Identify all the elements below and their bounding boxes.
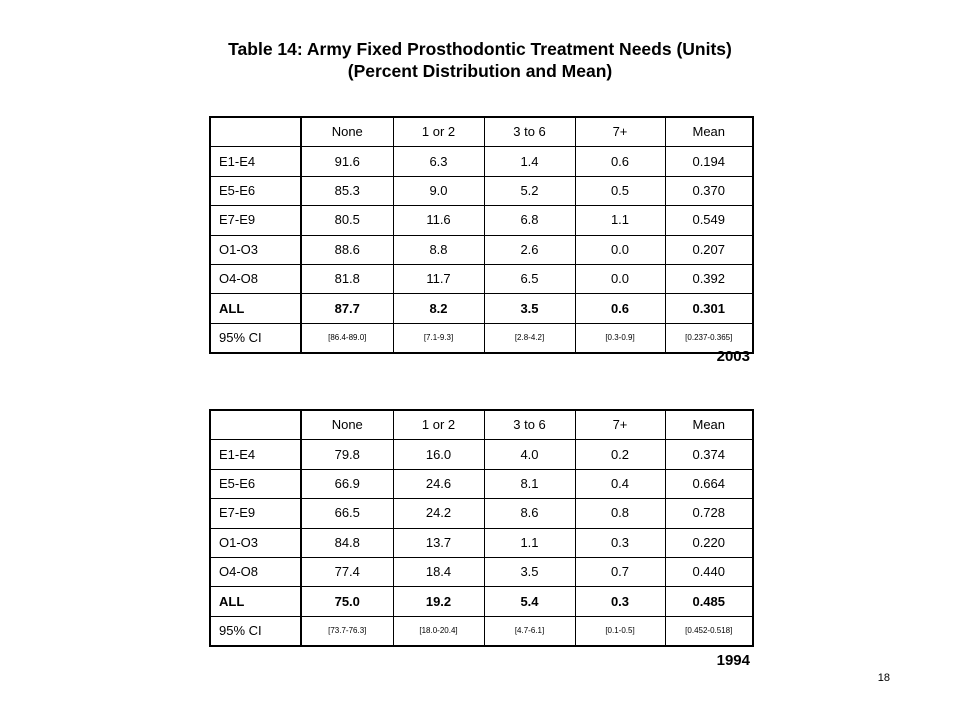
- table-cell: 66.5: [301, 499, 393, 528]
- table-2003: [209, 116, 754, 354]
- table-cell: 0.301: [665, 294, 753, 323]
- table-cell: 11.7: [393, 264, 484, 293]
- table-cell: 0.3: [575, 587, 665, 616]
- table-row: [210, 469, 753, 498]
- column-header: 1 or 2: [393, 117, 484, 147]
- table-cell: 6.5: [484, 264, 575, 293]
- table-cell: 79.8: [301, 440, 393, 469]
- table-cell: 85.3: [301, 176, 393, 205]
- table-row: [210, 616, 753, 646]
- table-cell: 0.207: [665, 235, 753, 264]
- row-label: E1-E4: [210, 440, 301, 469]
- year-label-2003: 2003: [716, 348, 750, 365]
- table-cell: 1.1: [575, 206, 665, 235]
- table-cell: [0.1-0.5]: [575, 616, 665, 646]
- table-cell: 8.1: [484, 469, 575, 498]
- table-cell: 0.8: [575, 499, 665, 528]
- page-number: 18: [877, 672, 890, 684]
- row-label: ALL: [210, 294, 301, 323]
- column-header: 1 or 2: [393, 410, 484, 440]
- table-cell: 6.8: [484, 206, 575, 235]
- table-cell: [73.7-76.3]: [301, 616, 393, 646]
- table-cell: [18.0-20.4]: [393, 616, 484, 646]
- table-cell: 91.6: [301, 147, 393, 176]
- table-cell: 0.0: [575, 235, 665, 264]
- row-label: ALL: [210, 587, 301, 616]
- table-row: [210, 294, 753, 323]
- table-cell: 24.6: [393, 469, 484, 498]
- row-label: O4-O8: [210, 264, 301, 293]
- column-header: None: [301, 410, 393, 440]
- column-header: Mean: [665, 410, 753, 440]
- row-label: E1-E4: [210, 147, 301, 176]
- table-cell: 0.194: [665, 147, 753, 176]
- table-cell: 1.1: [484, 528, 575, 557]
- table-cell: 66.9: [301, 469, 393, 498]
- table-cell: 0.5: [575, 176, 665, 205]
- table-cell: 13.7: [393, 528, 484, 557]
- table-cell: 0.370: [665, 176, 753, 205]
- row-label: E7-E9: [210, 206, 301, 235]
- table-cell: 0.3: [575, 528, 665, 557]
- table-cell: [0.237-0.365]: [665, 323, 753, 353]
- table-cell: [7.1-9.3]: [393, 323, 484, 353]
- column-header: Mean: [665, 117, 753, 147]
- table-cell: [4.7-6.1]: [484, 616, 575, 646]
- table-header-row: [210, 410, 753, 440]
- table-cell: 5.2: [484, 176, 575, 205]
- table-cell: 2.6: [484, 235, 575, 264]
- title-line-1: Table 14: Army Fixed Prosthodontic Treatment Needs (Units): [228, 39, 732, 59]
- table-cell: 0.7: [575, 557, 665, 586]
- table-cell: 1.4: [484, 147, 575, 176]
- table-cell: 0.6: [575, 147, 665, 176]
- table-cell: 0.220: [665, 528, 753, 557]
- table-cell: 8.6: [484, 499, 575, 528]
- table-row: [210, 587, 753, 616]
- table-cell: 16.0: [393, 440, 484, 469]
- column-header: 3 to 6: [484, 410, 575, 440]
- table-cell: 5.4: [484, 587, 575, 616]
- row-label: E5-E6: [210, 176, 301, 205]
- table-cell: 3.5: [484, 557, 575, 586]
- table-row: [210, 528, 753, 557]
- row-label: E5-E6: [210, 469, 301, 498]
- table-cell: 84.8: [301, 528, 393, 557]
- column-header: [210, 410, 301, 440]
- table-cell: 3.5: [484, 294, 575, 323]
- row-label: E7-E9: [210, 499, 301, 528]
- row-label: 95% CI: [210, 616, 301, 646]
- table-row: [210, 499, 753, 528]
- title-line-2: (Percent Distribution and Mean): [347, 61, 613, 81]
- column-header: [210, 117, 301, 147]
- table-cell: 75.0: [301, 587, 393, 616]
- table-cell: 77.4: [301, 557, 393, 586]
- table-cell: 9.0: [393, 176, 484, 205]
- table-cell: 0.4: [575, 469, 665, 498]
- table-cell: 0.485: [665, 587, 753, 616]
- row-label: 95% CI: [210, 323, 301, 353]
- row-label: O1-O3: [210, 235, 301, 264]
- row-label: O1-O3: [210, 528, 301, 557]
- page-title: [0, 38, 960, 82]
- table-cell: 0.440: [665, 557, 753, 586]
- table-cell: 0.549: [665, 206, 753, 235]
- table-cell: 4.0: [484, 440, 575, 469]
- table-cell: 11.6: [393, 206, 484, 235]
- table-header-row: [210, 117, 753, 147]
- table-row: [210, 440, 753, 469]
- table-row: [210, 557, 753, 586]
- table-cell: 18.4: [393, 557, 484, 586]
- table-row: [210, 206, 753, 235]
- table-cell: 0.2: [575, 440, 665, 469]
- table-row: [210, 176, 753, 205]
- table-cell: 0.728: [665, 499, 753, 528]
- table-cell: 0.0: [575, 264, 665, 293]
- table-row: [210, 264, 753, 293]
- row-label: O4-O8: [210, 557, 301, 586]
- table-cell: 6.3: [393, 147, 484, 176]
- year-label-1994: 1994: [716, 652, 750, 669]
- table-cell: [86.4-89.0]: [301, 323, 393, 353]
- table-row: [210, 235, 753, 264]
- table-cell: 0.392: [665, 264, 753, 293]
- column-header: 7+: [575, 117, 665, 147]
- table-1994: [209, 409, 754, 647]
- table-cell: [0.3-0.9]: [575, 323, 665, 353]
- table-cell: 19.2: [393, 587, 484, 616]
- table-cell: 0.6: [575, 294, 665, 323]
- table-cell: 0.664: [665, 469, 753, 498]
- table-row: [210, 147, 753, 176]
- table-cell: [2.8-4.2]: [484, 323, 575, 353]
- table-cell: 88.6: [301, 235, 393, 264]
- table-cell: 24.2: [393, 499, 484, 528]
- column-header: 3 to 6: [484, 117, 575, 147]
- column-header: 7+: [575, 410, 665, 440]
- table-cell: 0.374: [665, 440, 753, 469]
- table-cell: 87.7: [301, 294, 393, 323]
- table-cell: 8.8: [393, 235, 484, 264]
- table-cell: [0.452-0.518]: [665, 616, 753, 646]
- table-cell: 8.2: [393, 294, 484, 323]
- table-cell: 80.5: [301, 206, 393, 235]
- column-header: None: [301, 117, 393, 147]
- table-cell: 81.8: [301, 264, 393, 293]
